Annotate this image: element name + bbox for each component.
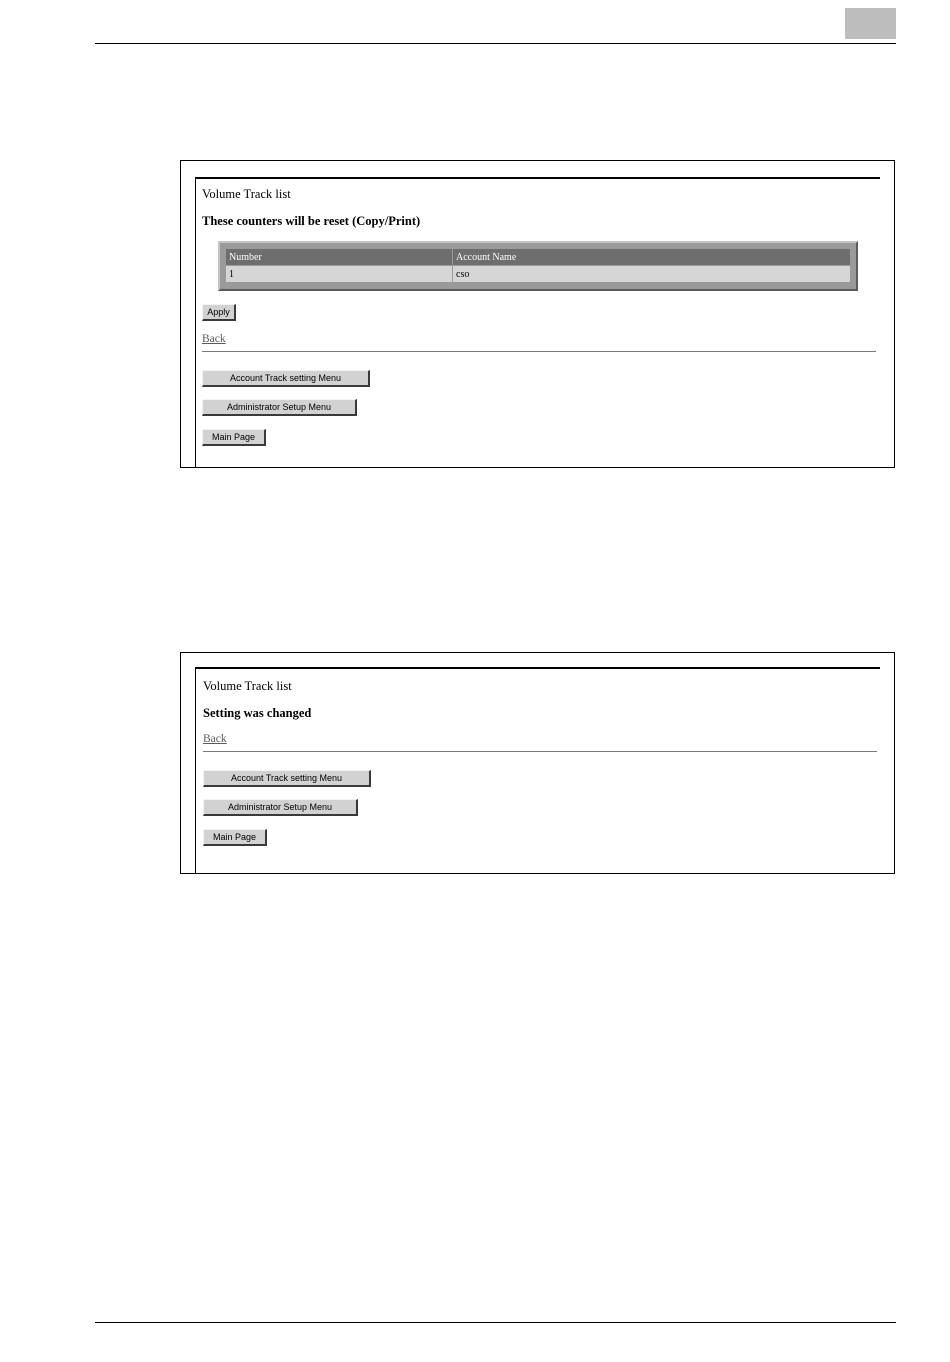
reset-message: These counters will be reset (Copy/Print) bbox=[202, 214, 421, 228]
frame-border-top bbox=[195, 667, 880, 669]
screenshot-reset-confirm bbox=[180, 160, 895, 468]
account-track-setting-menu-button[interactable]: Account Track setting Menu bbox=[203, 770, 371, 787]
table-header-row bbox=[226, 249, 850, 265]
administrator-setup-menu-button[interactable]: Administrator Setup Menu bbox=[202, 399, 357, 416]
screenshot-setting-changed bbox=[180, 652, 895, 874]
main-page-button[interactable]: Main Page bbox=[203, 829, 267, 846]
frame-border-left bbox=[195, 177, 196, 467]
divider bbox=[203, 751, 877, 752]
status-message: Setting was changed bbox=[203, 706, 312, 720]
account-track-setting-menu-button[interactable]: Account Track setting Menu bbox=[202, 370, 370, 387]
back-link[interactable]: Back bbox=[203, 733, 227, 745]
volume-track-table-frame bbox=[218, 241, 858, 291]
main-page-button[interactable]: Main Page bbox=[202, 429, 266, 446]
column-header-account-name: Account Name bbox=[453, 249, 850, 265]
frame-border-left bbox=[195, 669, 196, 873]
page-title: Volume Track list bbox=[203, 679, 292, 693]
divider bbox=[202, 351, 876, 352]
frame-border-top bbox=[195, 177, 880, 179]
volume-track-table bbox=[225, 248, 851, 283]
cell-account-name: cso bbox=[453, 266, 850, 282]
footer-rule bbox=[95, 1322, 896, 1323]
column-header-number: Number bbox=[226, 249, 452, 265]
back-link[interactable]: Back bbox=[202, 333, 226, 345]
administrator-setup-menu-button[interactable]: Administrator Setup Menu bbox=[203, 799, 358, 816]
page-corner-tab bbox=[845, 8, 896, 39]
table-row bbox=[226, 266, 850, 282]
header-rule bbox=[95, 43, 896, 44]
apply-button[interactable]: Apply bbox=[202, 304, 236, 321]
cell-number: 1 bbox=[226, 266, 452, 282]
page-title: Volume Track list bbox=[202, 187, 291, 201]
